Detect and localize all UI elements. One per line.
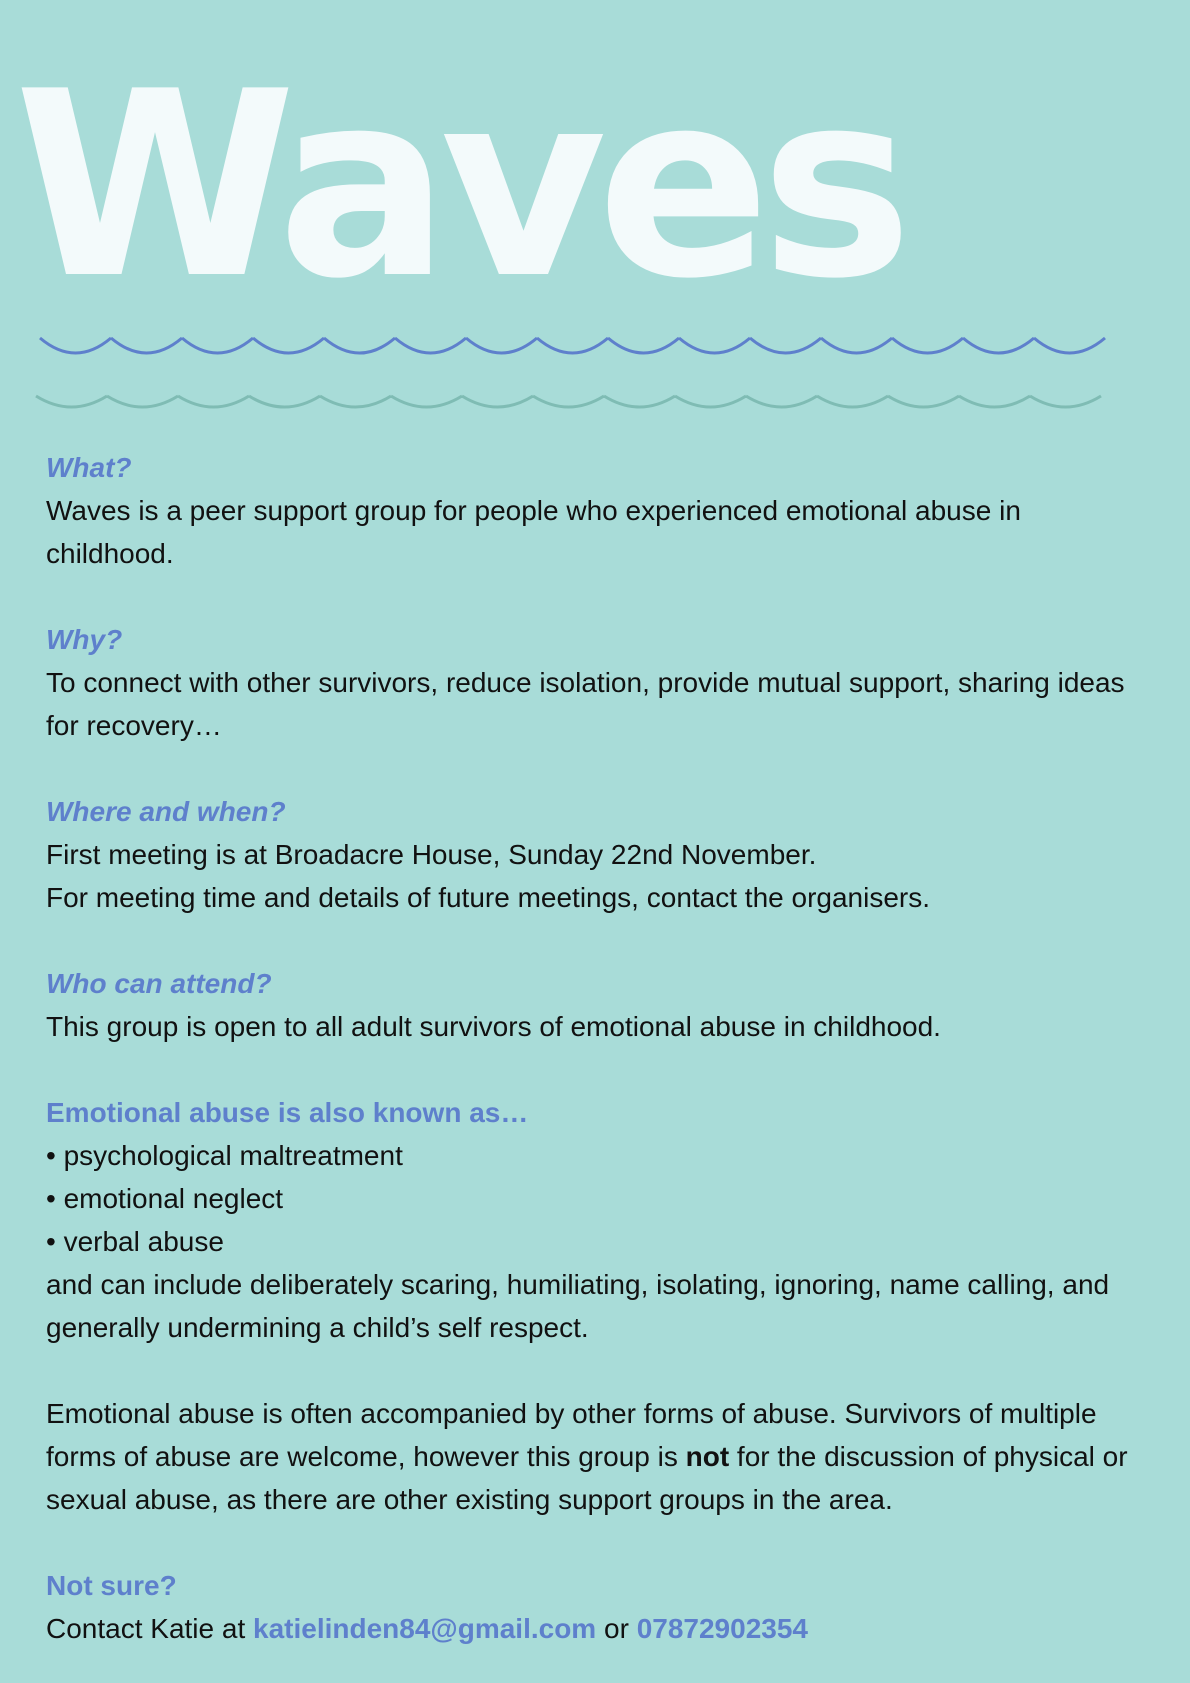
- contact-joiner: or: [596, 1613, 637, 1644]
- list-item: • psychological maltreatment: [46, 1140, 403, 1171]
- note-before: Emotional abuse is often accompanied by other forms of abuse. Survivors of multiple forms of abuse are welcome, however this group is: [46, 1398, 1097, 1472]
- where-line-2: For meeting time and details of future meetings, contact the organisers.: [46, 882, 931, 913]
- section-what: [46, 446, 1156, 575]
- list-item: • verbal abuse: [46, 1226, 224, 1257]
- body-note: [46, 1392, 1156, 1521]
- email-link[interactable]: katielinden84@gmail.com: [253, 1613, 597, 1644]
- flyer-content: [46, 446, 1156, 1650]
- heading-contact: Not sure?: [46, 1570, 177, 1601]
- section-where: [46, 790, 1156, 919]
- section-note: [46, 1392, 1156, 1521]
- section-who: [46, 962, 1156, 1048]
- contact-line: [46, 1607, 1156, 1650]
- heading-what: What?: [46, 452, 132, 483]
- body-what: Waves is a peer support group for people who experienced emotional abuse in childhood.: [46, 495, 1021, 569]
- section-why: [46, 618, 1156, 747]
- body-who: This group is open to all adult survivors of emotional abuse in childhood.: [46, 1011, 941, 1042]
- note-after: for the discussion of physical or sexual abuse, as there are other existing support groups in the area.: [46, 1441, 1128, 1515]
- section-contact: [46, 1564, 1156, 1650]
- note-emphasis: not: [685, 1441, 730, 1472]
- body-why: To connect with other survivors, reduce isolation, provide mutual support, sharing ideas for recovery…: [46, 667, 1125, 741]
- section-aka: [46, 1091, 1156, 1349]
- contact-prefix: Contact Katie at: [46, 1613, 254, 1644]
- wave-decoration: [0, 330, 1190, 430]
- where-line-1: First meeting is at Broadacre House, Sunday 22nd November.: [46, 839, 817, 870]
- wave-row-bottom: [36, 396, 1101, 407]
- page-title: Waves: [14, 37, 903, 335]
- list-item: • emotional neglect: [46, 1183, 284, 1214]
- heading-why: Why?: [46, 624, 123, 655]
- wave-row-top: [40, 338, 1105, 353]
- heading-who: Who can attend?: [46, 968, 272, 999]
- heading-where: Where and when?: [46, 796, 286, 827]
- heading-aka: Emotional abuse is also known as…: [46, 1097, 529, 1128]
- phone-link[interactable]: 07872902354: [636, 1613, 808, 1644]
- body-aka: and can include deliberately scaring, humiliating, isolating, ignoring, name calling, and generally undermining a child’s self respect.: [46, 1269, 1110, 1343]
